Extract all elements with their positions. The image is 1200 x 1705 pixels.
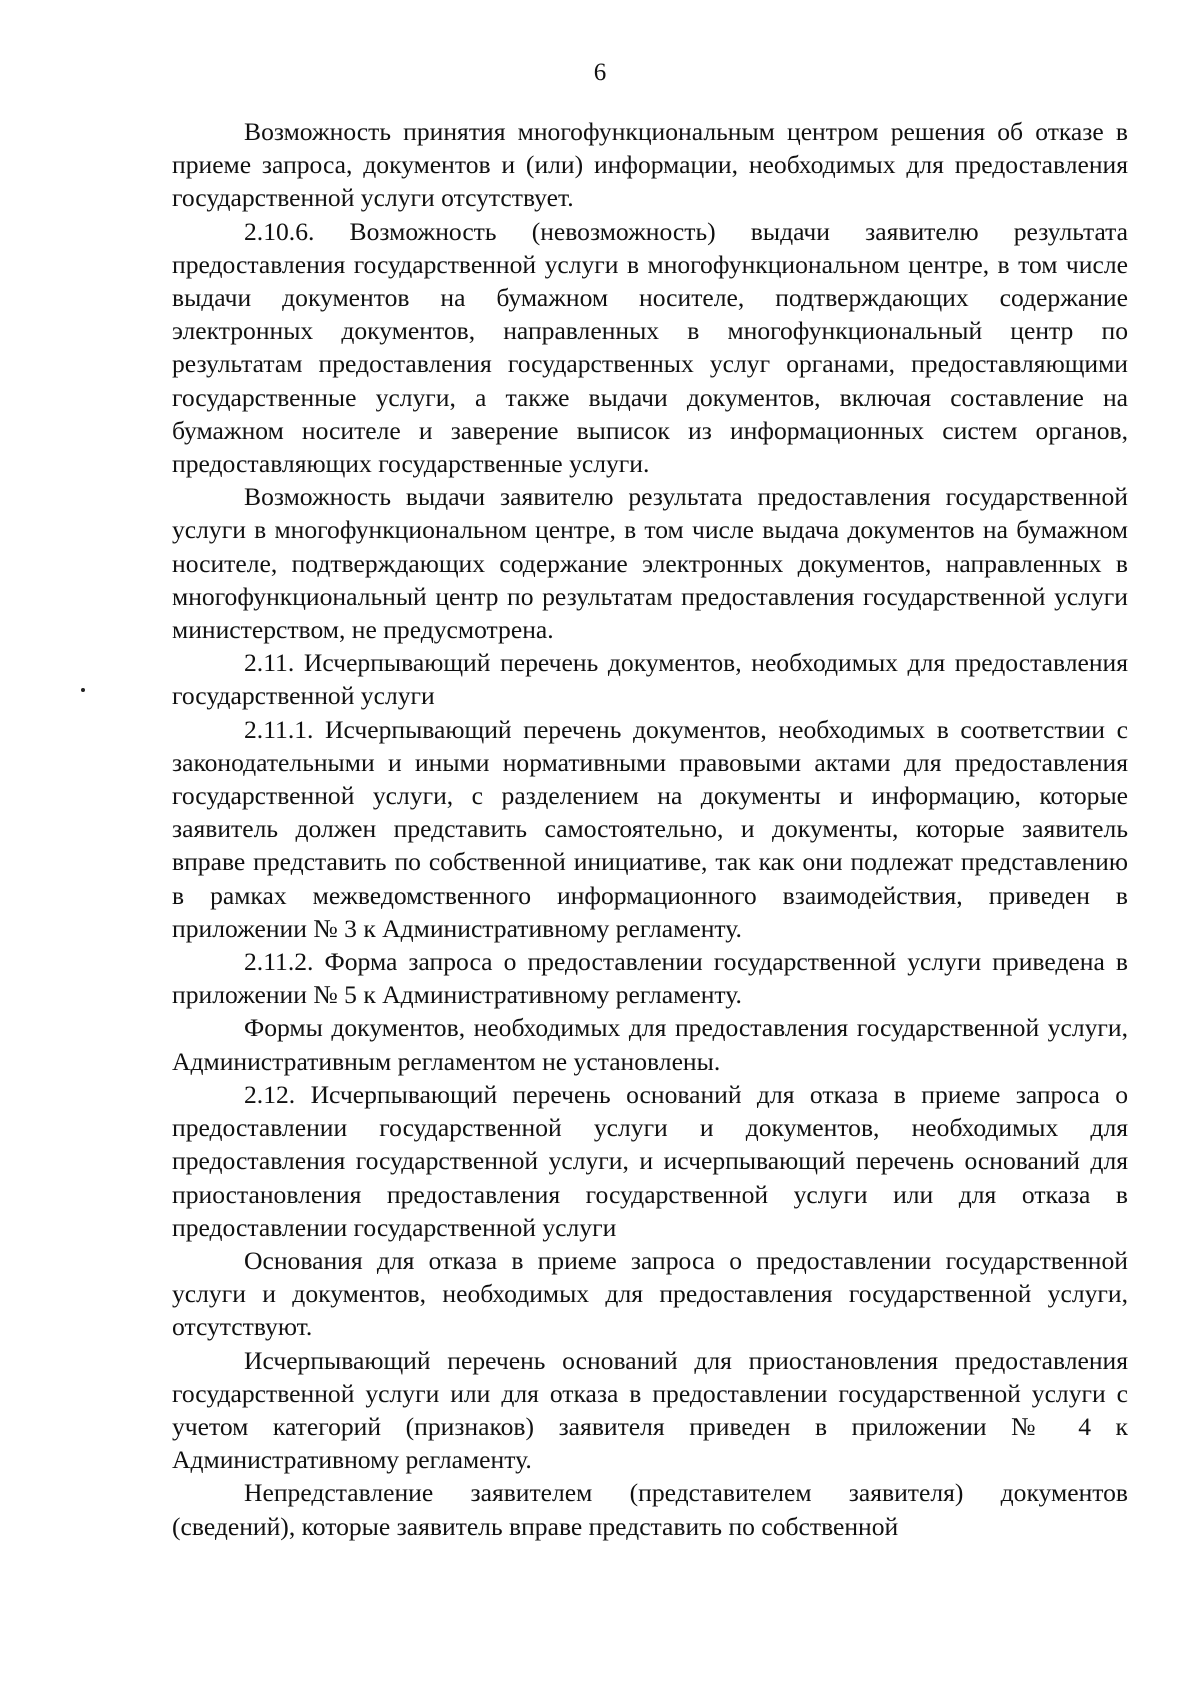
paragraph-2-12: 2.12. Исчерпывающий перечень оснований для отказа в приеме запроса о предоставлении государственной услуги и документов, необходимых для предоставления государственной услуги, и исчерпывающий перечень оснований для приостановления предоставления государственной услуги или для отказа в предоставлении государственной услуги	[172, 1079, 1128, 1242]
paragraph-refusal-grounds: Основания для отказа в приеме запроса о предоставлении государственной услуги и документов, необходимых для предоставления государственной услуги, отсутствуют.	[172, 1245, 1128, 1342]
paragraph-2-11-1: 2.11.1. Исчерпывающий перечень документов, необходимых в соответствии с законодательными и иными нормативными правовыми актами для предоставления государственной услуги, с разделением на документы и информацию, которые заявитель должен представить самостоятельно, и документы, которые заявитель вправе представить по собственной инициативе, так как они подлежат представлению в рамках межведомственного информационного взаимодействия, приведен в приложении № 3 к Административному регламенту.	[172, 714, 1128, 943]
document-body	[172, 115, 1128, 1543]
paragraph-non-submission: Непредставление заявителем (представителем заявителя) документов (сведений), которые заявитель вправе представить по собственной	[172, 1478, 1128, 1541]
page-number: 6	[593, 59, 607, 86]
paragraph-2-11-2: 2.11.2. Форма запроса о предоставлении государственной услуги приведена в приложении № 5 к Административному регламенту.	[172, 947, 1128, 1010]
paragraph-mfc-refusal: Возможность принятия многофункциональным центром решения об отказе в приеме запроса, документов и (или) информации, необходимых для предоставления государственной услуги отсутствует.	[172, 117, 1128, 213]
paragraph-2-11: 2.11. Исчерпывающий перечень документов, необходимых для предоставления государственной услуги	[172, 648, 1128, 711]
scan-artifact-dot	[81, 688, 85, 692]
paragraph-document-forms: Формы документов, необходимых для предоставления государственной услуги, Административным регламентом не установлены.	[172, 1013, 1128, 1076]
paragraph-suspension-grounds: Исчерпывающий перечень оснований для приостановления предоставления государственной услуги или для отказа в предоставлении государственной услуги с учетом категорий (признаков) заявителя приведен в приложении № 4 к Административному регламенту.	[172, 1345, 1128, 1475]
paragraph-result-issuance: Возможность выдачи заявителю результата предоставления государственной услуги в многофункциональном центре, в том числе выдача документов на бумажном носителе, подтверждающих содержание электронных документов, направленных в многофункциональный центр по результатам предоставления государственной услуги министерством, не предусмотрена.	[172, 482, 1128, 645]
paragraph-2-10-6: 2.10.6. Возможность (невозможность) выдачи заявителю результата предоставления государственной услуги в многофункциональном центре, в том числе выдачи документов на бумажном носителе, подтверждающих содержание электронных документов, направленных в многофункциональный центр по результатам предоставления государственных услуг органами, предоставляющими государственные услуги, а также выдачи документов, включая составление на бумажном носителе и заверение выписок из информационных систем органов, предоставляющих государственные услуги.	[172, 216, 1128, 479]
